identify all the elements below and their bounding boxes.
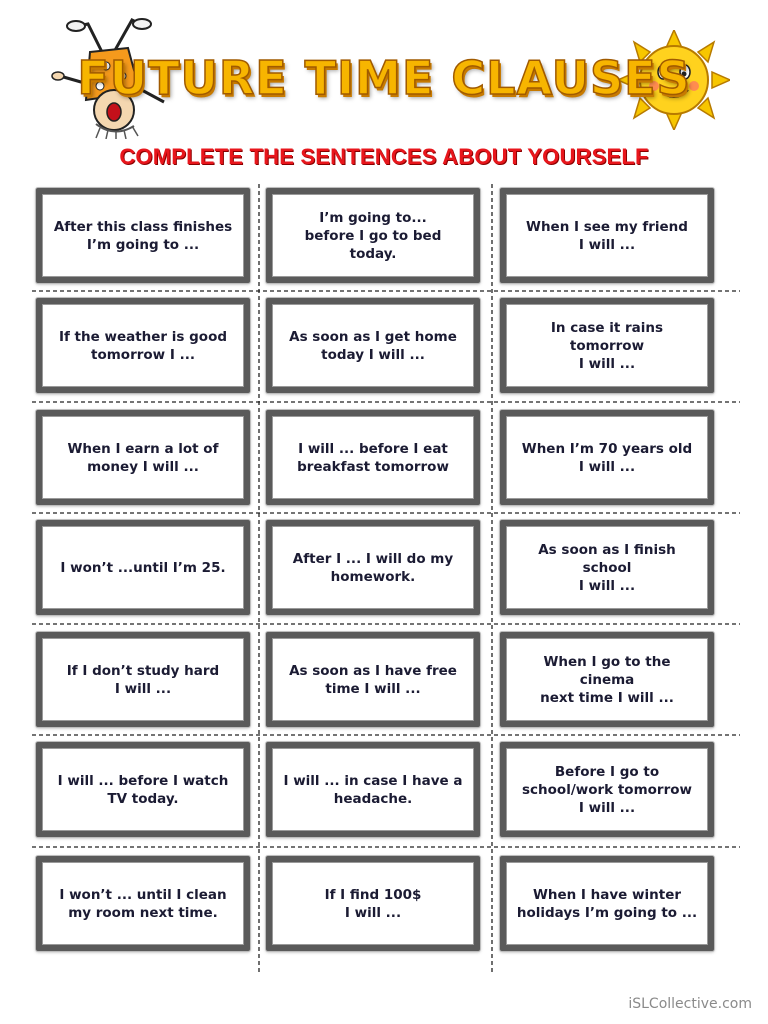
sentence-card	[36, 742, 250, 837]
sentence-card	[36, 856, 250, 951]
worksheet-subtitle: COMPLETE THE SENTENCES ABOUT YOURSELF	[119, 144, 649, 169]
card-text: As soon as I get home today I will ...	[289, 328, 457, 363]
card-text: When I’m 70 years old I will ...	[521, 440, 693, 475]
sentence-card	[266, 856, 480, 951]
card-text: I will ... before I eat breakfast tomorrow	[297, 440, 449, 475]
card-text: As soon as I have free time I will ...	[289, 662, 457, 697]
sentence-card	[36, 188, 250, 283]
sentence-card	[500, 520, 714, 615]
sentence-card	[500, 632, 714, 727]
card-text: If I find 100$ I will ...	[324, 886, 422, 921]
sentence-card	[36, 410, 250, 505]
sentence-card	[500, 188, 714, 283]
sentence-card	[36, 298, 250, 393]
card-text: When I earn a lot of money I will ...	[67, 440, 219, 475]
sentence-card	[36, 520, 250, 615]
card-text: I will ... in case I have a headache.	[283, 772, 463, 807]
card-text: As soon as I finish school I will ...	[538, 541, 676, 594]
sentence-card	[266, 188, 480, 283]
card-text: When I have winter holidays I’m going to ...	[516, 886, 698, 921]
card-text: I won’t ...until I’m 25.	[60, 559, 226, 576]
watermark: iSLCollective.com	[628, 996, 752, 1012]
sentence-card	[266, 298, 480, 393]
sentence-card	[500, 298, 714, 393]
card-text: I’m going to... before I go to bed today.	[304, 209, 442, 262]
sentence-card	[36, 632, 250, 727]
sentence-card	[266, 520, 480, 615]
card-text: If the weather is good tomorrow I ...	[58, 328, 228, 363]
card-text: After this class finishes I’m going to ...	[53, 218, 233, 253]
sentence-card	[266, 632, 480, 727]
card-text: In case it rains tomorrow I will ...	[550, 319, 664, 372]
card-text: After I ... I will do my homework.	[292, 550, 454, 585]
worksheet-title: FUTURE TIME CLAUSES	[77, 50, 691, 105]
sentence-card	[500, 856, 714, 951]
sentence-card	[500, 410, 714, 505]
card-text: Before I go to school/work tomorrow I will ...	[522, 763, 692, 816]
sentence-card	[266, 742, 480, 837]
card-text: I won’t ... until I clean my room next time.	[59, 886, 227, 921]
card-text: When I see my friend I will ...	[526, 218, 688, 253]
sentence-card	[500, 742, 714, 837]
card-text: If I don’t study hard I will ...	[66, 662, 220, 697]
sentence-card	[266, 410, 480, 505]
card-text: When I go to the cinema next time I will ...	[540, 653, 674, 706]
card-text: I will ... before I watch TV today.	[57, 772, 229, 807]
